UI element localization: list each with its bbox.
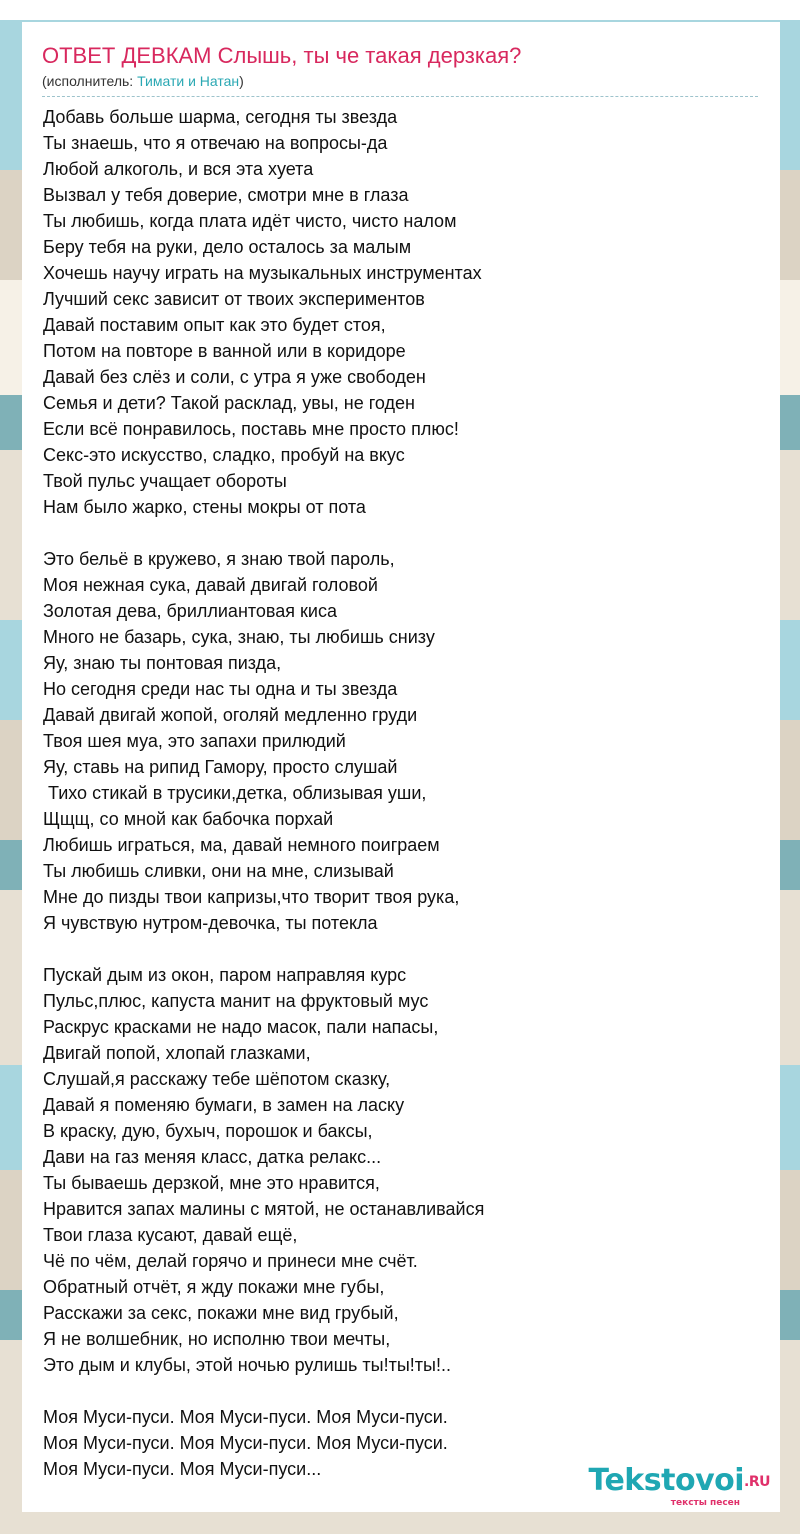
lyrics-card xyxy=(22,22,780,1512)
lyric-line: Давай я поменяю бумаги, в замен на ласку xyxy=(43,1095,405,1115)
lyric-line: Потом на повторе в ванной или в коридоре xyxy=(43,341,406,361)
lyric-line: Ты бываешь дерзкой, мне это нравится, xyxy=(43,1173,380,1193)
stanza-break xyxy=(43,1378,763,1404)
lyric-line: Это бельё в кружево, я знаю твой пароль, xyxy=(43,549,395,569)
lyric-line: Секс-это искусство, сладко, пробуй на вкус xyxy=(43,445,405,465)
lyric-line: Любой алкоголь, и вся эта хуета xyxy=(43,159,314,179)
performer-suffix: ) xyxy=(239,73,244,89)
lyric-line: Я чувствую нутром-девочка, ты потекла xyxy=(43,913,378,933)
lyric-line: Яу, знаю ты понтовая пизда, xyxy=(43,653,282,673)
lyric-line: Давай поставим опыт как это будет стоя, xyxy=(43,315,386,335)
performer-prefix: (исполнитель: xyxy=(42,73,138,89)
lyric-line: Это дым и клубы, этой ночью рулишь ты!ты!ты!.. xyxy=(43,1355,451,1375)
logo-tagline: тексты песен xyxy=(670,1498,740,1508)
lyric-line: Чё по чём, делай горячо и принеси мне счёт. xyxy=(43,1251,418,1271)
performer-link[interactable]: Тимати и Натан xyxy=(137,73,240,89)
lyric-line: Ты любишь, когда плата идёт чисто, чисто налом xyxy=(43,211,457,231)
lyric-line: Но сегодня среди нас ты одна и ты звезда xyxy=(43,679,398,699)
lyric-line: Лучший секс зависит от твоих экспериментов xyxy=(43,289,425,309)
stanza-break xyxy=(43,520,763,546)
lyric-line: Щщщ, со мной как бабочка порхай xyxy=(43,809,334,829)
lyric-line: Добавь больше шарма, сегодня ты звезда xyxy=(43,107,398,127)
lyric-line: Моя нежная сука, давай двигай головой xyxy=(43,575,378,595)
lyric-line: Моя Муси-пуси. Моя Муси-пуси... xyxy=(43,1459,322,1479)
lyric-line: Моя Муси-пуси. Моя Муси-пуси. Моя Муси-пуси. xyxy=(43,1407,448,1427)
lyric-line: Яу, ставь на рипид Гамору, просто слушай xyxy=(43,757,398,777)
lyric-line: Давай двигай жопой, оголяй медленно груди xyxy=(43,705,418,725)
performer-line xyxy=(42,72,758,90)
lyric-line: Тихо стикай в трусики,детка, облизывая уши, xyxy=(43,783,427,803)
lyric-line: Двигай попой, хлопай глазками, xyxy=(43,1043,311,1063)
stanza-break xyxy=(43,936,763,962)
lyric-line: Слушай,я расскажу тебе шёпотом сказку, xyxy=(43,1069,391,1089)
lyric-line: Пульс,плюс, капуста манит на фруктовый мус xyxy=(43,991,429,1011)
lyric-line: Моя Муси-пуси. Моя Муси-пуси. Моя Муси-пуси. xyxy=(43,1433,448,1453)
lyric-line: Я не волшебник, но исполню твои мечты, xyxy=(43,1329,391,1349)
logo-wordmark xyxy=(588,1465,770,1498)
lyric-line: В краску, дую, бухыч, порошок и баксы, xyxy=(43,1121,373,1141)
lyric-line: Нравится запах малины с мятой, не останавливайся xyxy=(43,1199,485,1219)
lyric-line: Любишь играться, ма, давай немного поиграем xyxy=(43,835,440,855)
lyric-line: Пускай дым из окон, паром направляя курс xyxy=(43,965,407,985)
lyric-line: Давай без слёз и соли, с утра я уже свободен xyxy=(43,367,426,387)
lyrics-text xyxy=(43,104,763,1482)
lyric-line: Раскрус красками не надо масок, пали напасы, xyxy=(43,1017,439,1037)
song-header xyxy=(42,42,758,97)
lyric-line: Хочешь научу играть на музыкальных инструментах xyxy=(43,263,482,283)
lyric-line: Если всё понравилось, поставь мне просто плюс! xyxy=(43,419,459,439)
lyric-line: Вызвал у тебя доверие, смотри мне в глаза xyxy=(43,185,409,205)
lyric-line: Много не базарь, сука, знаю, ты любишь снизу xyxy=(43,627,435,647)
lyric-line: Нам было жарко, стены мокры от пота xyxy=(43,497,366,517)
lyric-line: Беру тебя на руки, дело осталось за малым xyxy=(43,237,412,257)
lyric-line: Твоя шея муа, это запахи прилюдий xyxy=(43,731,346,751)
lyric-line: Ты любишь сливки, они на мне, слизывай xyxy=(43,861,394,881)
lyric-line: Золотая дева, бриллиантовая киса xyxy=(43,601,337,621)
lyric-line: Мне до пизды твои капризы,что творит твоя рука, xyxy=(43,887,460,907)
logo-name: Tekstovoi xyxy=(588,1463,745,1498)
lyric-line: Дави на газ меняя класс, датка релакс... xyxy=(43,1147,382,1167)
logo-tld: .RU xyxy=(744,1474,770,1490)
lyric-line: Семья и дети? Такой расклад, увы, не годен xyxy=(43,393,415,413)
lyric-line: Твой пульс учащает обороты xyxy=(43,471,287,491)
lyric-line: Обратный отчёт, я жду покажи мне губы, xyxy=(43,1277,385,1297)
lyric-line: Твои глаза кусают, давай ещё, xyxy=(43,1225,298,1245)
lyric-line: Ты знаешь, что я отвечаю на вопросы-да xyxy=(43,133,388,153)
site-logo[interactable] xyxy=(588,1465,770,1508)
lyric-line: Расскажи за секс, покажи мне вид грубый, xyxy=(43,1303,399,1323)
page-title: ОТВЕТ ДЕВКАМ Слышь, ты че такая дерзкая? xyxy=(42,43,522,68)
